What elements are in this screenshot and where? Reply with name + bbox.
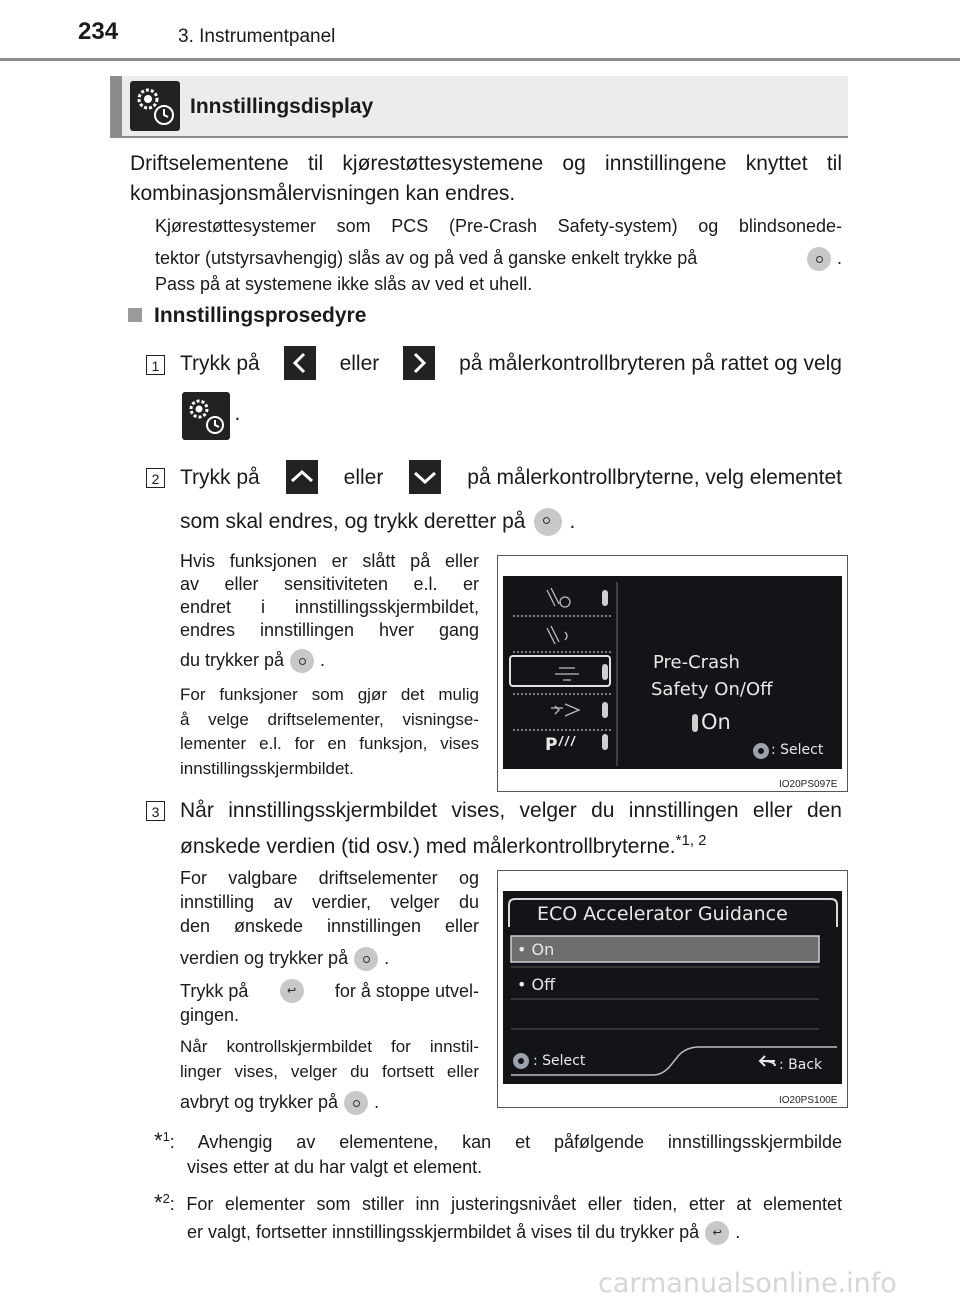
detail-text: avbryt og trykker på xyxy=(180,1092,339,1112)
detail-line: av eller sensitiviteten e.l. er xyxy=(180,574,479,594)
detail-line: innstillingsskjermbildet. xyxy=(180,758,354,778)
page-number: 234 xyxy=(78,18,119,45)
step-1-period: . xyxy=(234,402,241,426)
step-2-line-2 xyxy=(180,506,575,537)
step-3-detail-p1 xyxy=(180,866,479,971)
footnote-mark: * xyxy=(154,1190,163,1215)
footnote-1-line-1 xyxy=(154,1124,842,1155)
arrow-down-button-icon xyxy=(409,460,441,494)
option-on: • On xyxy=(517,940,555,959)
footnote-1 xyxy=(154,1124,842,1180)
detail-line: den ønskede innstillingen eller xyxy=(180,916,479,936)
step-2-detail-p1 xyxy=(180,550,479,673)
settings-gear-icon-inline xyxy=(182,392,230,440)
ok-button-icon xyxy=(534,508,562,536)
note-line-3: Pass på at systemene ikke slås av ved et uhell. xyxy=(155,274,533,294)
step-1-text-b: eller xyxy=(339,351,380,375)
detail-line xyxy=(180,979,479,1003)
detail-line: endret i innstillingsskjermbildet, xyxy=(180,597,479,617)
detail-line: å velge driftselementer, visningse- xyxy=(180,709,479,729)
detail-text: du trykker på xyxy=(180,650,285,670)
step-number-2: 2 xyxy=(146,468,165,488)
note-line-2 xyxy=(155,246,842,271)
detail-line xyxy=(180,649,479,673)
option-off: • Off xyxy=(517,975,556,994)
back-button-icon: ↩ xyxy=(280,979,304,1003)
footnote-mark: * xyxy=(154,1128,163,1153)
step-3-detail-p2 xyxy=(180,979,479,1027)
settings-gear-icon xyxy=(130,81,180,131)
screen-title: ECO Accelerator Guidance xyxy=(537,903,788,925)
detail-line: linger vises, velger du fortsett eller xyxy=(180,1061,479,1081)
back-button-icon: ↩ xyxy=(705,1221,729,1245)
detail-line: Hvis funksjonen er slått på eller xyxy=(180,551,479,571)
option-off-label: Off xyxy=(531,975,556,994)
detail-text: for å stoppe utvel- xyxy=(334,981,479,1001)
display-screen xyxy=(503,891,842,1084)
footnote-2-line-2 xyxy=(154,1220,842,1245)
screen-select-label: : Select xyxy=(771,742,824,758)
footnote-text: : Avhengig av elementene, kan et påfølgende innstillingsskjermbilde xyxy=(169,1132,842,1152)
section-title: Innstillingsdisplay xyxy=(190,95,374,118)
screen-image-eco-guidance xyxy=(497,870,848,1108)
footnote-ref: *1, 2 xyxy=(675,832,707,849)
header-rule xyxy=(0,58,960,61)
screen-image-pre-crash xyxy=(497,555,848,792)
park-assist-icon: P xyxy=(545,735,558,755)
step-3-line-2-text: ønskede verdien (tid osv.) med målerkontrollbryterne. xyxy=(180,835,676,858)
detail-line: innstilling av verdier, velger du xyxy=(180,892,479,912)
ok-button-icon xyxy=(354,947,378,971)
step-number-1: 1 xyxy=(146,355,165,375)
footnote-period: . xyxy=(735,1222,741,1242)
arrow-up-button-icon xyxy=(286,460,318,494)
intro-line-2: kombinasjonsmålervisningen kan endres. xyxy=(130,182,516,205)
back-arrow-icon xyxy=(760,1056,775,1066)
step-3-line-2 xyxy=(180,825,842,862)
watermark: carmanualsonline.info xyxy=(598,1268,897,1299)
screen-select-label: : Select xyxy=(533,1053,586,1069)
screen-title-line-1: Pre-Crash xyxy=(653,652,740,673)
image-caption: IO20PS100E xyxy=(779,1095,838,1106)
subheading-bullet xyxy=(128,308,142,322)
detail-period: . xyxy=(320,650,326,670)
step-1-text-c: på målerkontrollbryteren på rattet og velg xyxy=(459,351,842,375)
step-1-text-a: Trykk på xyxy=(180,351,260,375)
detail-line xyxy=(180,946,479,971)
step-2-line-2-text: som skal endres, og trykk deretter på xyxy=(180,510,526,533)
detail-text: verdien og trykker på xyxy=(180,948,349,968)
step-2-period: . xyxy=(569,510,576,533)
detail-line: endres innstillingen hver gang xyxy=(180,620,479,640)
step-2-text-b: eller xyxy=(343,465,384,489)
footnote-2-line-1 xyxy=(154,1186,842,1217)
detail-period: . xyxy=(384,948,390,968)
note-line-2-text: tektor (utstyrsavhengig) slås av og på ved å ganske enkelt trykke på xyxy=(155,248,698,269)
step-number-3: 3 xyxy=(146,801,165,821)
detail-line: For funksjoner som gjør det mulig xyxy=(180,685,479,704)
step-3-line-1: Når innstillingsskjermbildet vises, velger du innstillingen eller den xyxy=(180,799,842,822)
note-line-2-period: . xyxy=(836,248,842,268)
screen-back-label: : Back xyxy=(779,1057,823,1073)
arrow-left-button-icon xyxy=(284,346,316,380)
step-1-line-2 xyxy=(182,392,240,440)
detail-line: gingen. xyxy=(180,1005,240,1025)
footnote-sup: 1 xyxy=(162,1129,170,1144)
detail-line: lementer e.l. for en funksjon, vises xyxy=(180,734,479,753)
step-2-line-1 xyxy=(180,460,842,494)
step-3-detail-p3 xyxy=(180,1035,479,1115)
footnote-text: : For elementer som stiller inn justeringsnivået eller tiden, etter at elementet xyxy=(169,1194,842,1214)
detail-line: Når kontrollskjermbildet for innstil- xyxy=(180,1037,479,1056)
screen-value: On xyxy=(701,710,731,734)
footnote-1-line-2: vises etter at du har valgt et element. xyxy=(187,1157,483,1177)
subheading: Innstillingsprosedyre xyxy=(154,304,367,327)
step-2-text-c: på målerkontrollbryterne, velg elementet xyxy=(467,465,842,489)
detail-line xyxy=(180,1090,479,1115)
footnote-2 xyxy=(154,1186,842,1245)
footnote-sup: 2 xyxy=(162,1191,170,1206)
detail-line: For valgbare driftselementer og xyxy=(180,868,479,888)
step-1-line-1 xyxy=(180,346,842,380)
note-line-2-end xyxy=(801,246,842,271)
note-line-1: Kjørestøttesystemer som PCS (Pre-Crash Safety-system) og blindsonede- xyxy=(155,216,842,236)
screen-title-line-2: Safety On/Off xyxy=(651,679,773,700)
detail-period: . xyxy=(374,1092,380,1112)
ok-button-icon xyxy=(344,1091,368,1115)
detail-text: Trykk på xyxy=(180,981,249,1001)
option-on-label: On xyxy=(531,940,555,959)
ok-button-icon xyxy=(807,247,831,271)
step-2-detail-p2 xyxy=(180,683,479,781)
chapter-title: 3. Instrumentpanel xyxy=(178,26,336,47)
arrow-right-button-icon xyxy=(403,346,435,380)
step-2-text-a: Trykk på xyxy=(180,465,260,489)
image-caption: IO20PS097E xyxy=(779,779,838,790)
footnote-text: er valgt, fortsetter innstillingsskjermbildet å vises til du trykker på xyxy=(187,1222,700,1242)
display-screen xyxy=(503,576,842,769)
intro-line-1: Driftselementene til kjørestøttesystemene og innstillingene knyttet til xyxy=(130,152,842,175)
ok-button-icon xyxy=(290,649,314,673)
